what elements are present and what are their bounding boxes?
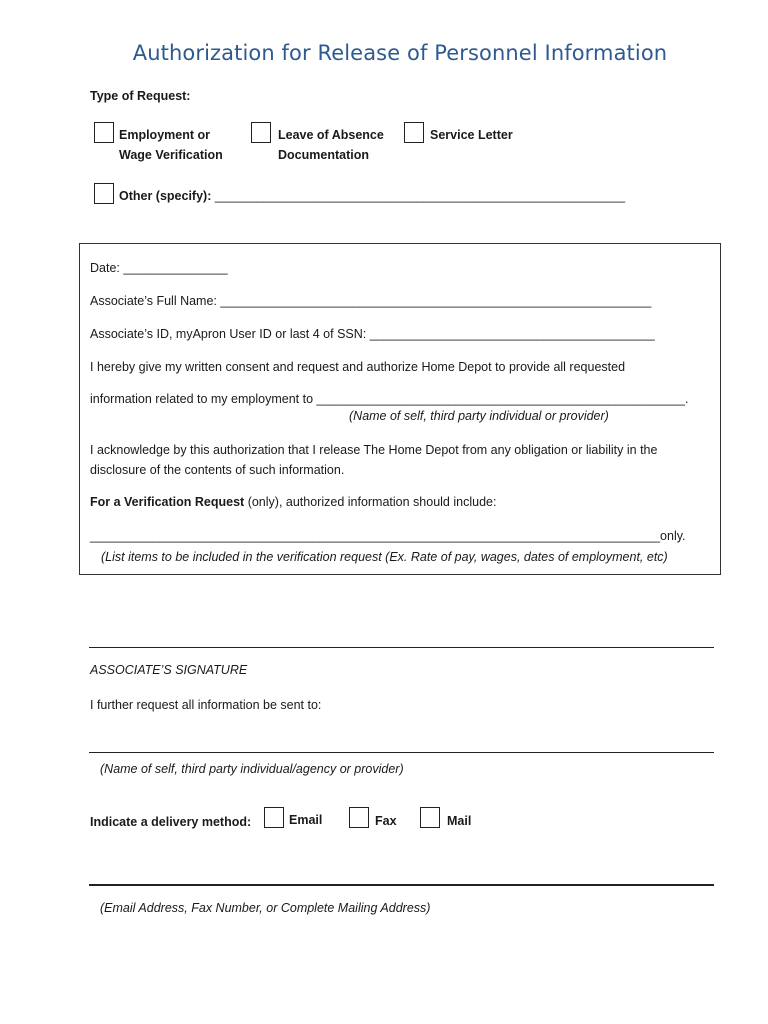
- consent-text-line1: I hereby give my written consent and request and authorize Home Depot to provide all requested: [90, 360, 626, 374]
- fax-checkbox[interactable]: [349, 807, 369, 828]
- send-to-text: I further request all information be sent to:: [90, 698, 322, 712]
- signature-line[interactable]: [89, 647, 714, 648]
- employment-verification-line1: Employment or: [119, 128, 210, 142]
- other-specify-field[interactable]: ___________________________________________________________: [214, 189, 626, 203]
- leave-of-absence-label: [278, 125, 384, 165]
- consent-recipient-note: (Name of self, third party individual or provider): [349, 409, 609, 423]
- type-of-request-label: Type of Request:: [90, 89, 191, 103]
- employment-verification-checkbox[interactable]: [94, 122, 114, 143]
- address-line[interactable]: [89, 884, 714, 886]
- associate-id-field[interactable]: Associate’s ID, myApron User ID or last 4 of SSN: _________________________________________: [90, 327, 655, 341]
- leave-of-absence-line1: Leave of Absence: [278, 128, 384, 142]
- acknowledgement-text: I acknowledge by this authorization that I release The Home Depot from any obligation or liability in the disclosure of the contents of such information.: [90, 443, 658, 477]
- date-field[interactable]: Date: _______________: [90, 261, 228, 275]
- service-letter-checkbox[interactable]: [404, 122, 424, 143]
- verification-items-field[interactable]: __________________________________________________________________________________only.: [90, 529, 686, 543]
- mail-label: Mail: [447, 814, 472, 828]
- address-note: (Email Address, Fax Number, or Complete Mailing Address): [100, 901, 431, 915]
- employment-verification-line2: Wage Verification: [119, 148, 223, 162]
- send-to-line[interactable]: [89, 752, 714, 753]
- other-checkbox[interactable]: [94, 183, 114, 204]
- verification-items-note: (List items to be included in the verification request (Ex. Rate of pay, wages, dates of employment, etc): [101, 550, 668, 564]
- service-letter-label: Service Letter: [430, 128, 513, 142]
- full-name-field[interactable]: Associate’s Full Name: ______________________________________________________________: [90, 294, 652, 308]
- leave-of-absence-line2: Documentation: [278, 148, 369, 162]
- consent-recipient-field[interactable]: information related to my employment to _____________________________________________________.: [90, 392, 689, 406]
- leave-of-absence-checkbox[interactable]: [251, 122, 271, 143]
- other-row: [119, 186, 625, 206]
- send-to-note: (Name of self, third party individual/agency or provider): [100, 762, 404, 776]
- email-checkbox[interactable]: [264, 807, 284, 828]
- other-label: Other (specify):: [119, 189, 212, 203]
- verification-request-bold: For a Verification Request: [90, 495, 245, 509]
- mail-checkbox[interactable]: [420, 807, 440, 828]
- signature-label: ASSOCIATE’S SIGNATURE: [90, 663, 248, 677]
- delivery-method-label: Indicate a delivery method:: [90, 815, 252, 829]
- page-title: Authorization for Release of Personnel Information: [132, 41, 668, 65]
- verification-request-text: [90, 492, 496, 512]
- email-label: Email: [289, 813, 323, 827]
- fax-label: Fax: [375, 814, 397, 828]
- verification-request-rest: (only), authorized information should include:: [244, 495, 497, 509]
- employment-verification-label: [119, 125, 223, 165]
